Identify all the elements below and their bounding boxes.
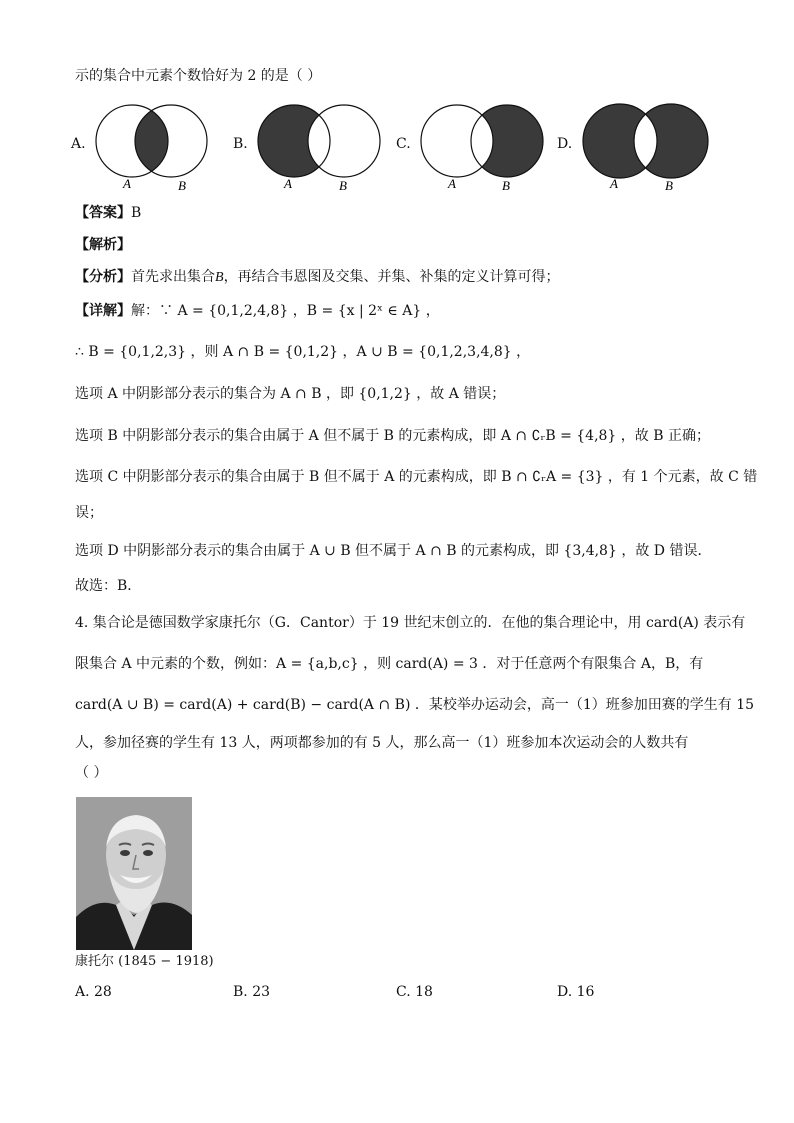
detail-line-8: 故选：B． [75, 578, 142, 594]
answer-tag: 【答案】 [75, 205, 131, 221]
analysis-tag [75, 235, 131, 255]
choice-c [396, 984, 433, 1000]
choice-c-value: 18 [415, 984, 433, 1000]
q4-line-2: 限集合 A 中元素的个数，例如：A = {a,b,c} ，则 card(A) = 3 ．对于任意两个有限集合 A，B，有 [75, 656, 704, 672]
venn-a-label-a: A [123, 176, 131, 191]
fenxi-text: 首先求出集合 [131, 269, 215, 285]
venn-c-label-b: B [502, 178, 510, 193]
venn-d-label-a: A [610, 176, 618, 191]
option-b-label: B. [233, 136, 248, 152]
fenxi-tag: 【分析】 [75, 269, 131, 285]
option-c-label: C. [396, 136, 411, 152]
q4-line-3: card(A ∪ B) = card(A) + card(B) − card(A ∩ B) ．某校举办运动会，高一（1）班参加田赛的学生有 15 [75, 697, 755, 713]
venn-b-label-a: A [284, 176, 292, 191]
choice-c-label: C. [396, 984, 411, 1000]
fenxi-text2: ，再结合韦恩图及交集、并集、补集的定义计算可得； [223, 269, 560, 285]
choice-a [75, 984, 112, 1000]
answer-line [75, 203, 141, 223]
choice-d-value: 16 [576, 984, 595, 1000]
choice-b-label: B. [233, 984, 248, 1000]
detail-tag: 【详解】 [75, 303, 131, 319]
venn-diagram-a [92, 98, 224, 198]
venn-d-label-b: B [665, 178, 673, 193]
venn-diagram-b [254, 98, 386, 198]
detail-line-1 [75, 301, 440, 321]
detail-line-4: 选项 B 中阴影部分表示的集合由属于 A 但不属于 B 的元素构成，即 A ∩ ∁ᵣB = {4,8} ，故 B 正确； [75, 428, 710, 444]
fenxi-line [75, 267, 560, 288]
detail-line-2: ∴ B = {0,1,2,3} ，则 A ∩ B = {0,1,2} ，A ∪ B = {0,1,2,3,4,8} ， [75, 344, 531, 360]
detail-line-5: 选项 C 中阴影部分表示的集合由属于 B 但不属于 A 的元素构成，即 B ∩ ∁ᵣA = {3} ，有 1 个元素，故 C 错 [75, 469, 758, 485]
detail-line-6: 误； [75, 505, 103, 521]
detail-line-3: 选项 A 中阴影部分表示的集合为 A ∩ B ，即 {0,1,2} ，故 A 错误； [75, 386, 506, 402]
fenxi-var: B [215, 270, 224, 285]
venn-diagram-c [417, 98, 549, 198]
cantor-portrait [76, 797, 192, 950]
choice-b [233, 984, 270, 1000]
answer-value: B [131, 205, 142, 221]
choice-b-value: 23 [252, 984, 271, 1000]
venn-b-label-b: B [339, 178, 347, 193]
q4-line-1: 4. 集合论是德国数学家康托尔（G．Cantor）于 19 世纪末创立的．在他的集合理论中，用 card(A) 表示有 [75, 615, 746, 631]
portrait-caption: 康托尔 (1845 − 1918) [75, 954, 214, 969]
detail-line-7: 选项 D 中阴影部分表示的集合由属于 A ∪ B 但不属于 A ∩ B 的元素构成，即 {3,4,8} ，故 D 错误． [75, 543, 712, 559]
choice-d [557, 984, 594, 1000]
choice-a-label: A. [75, 984, 90, 1000]
q3-stem: 示的集合中元素个数恰好为 2 的是（ ） [75, 68, 322, 84]
venn-diagram-d [578, 98, 718, 198]
option-d-label: D. [557, 136, 573, 152]
analysis-tag-text: 【解析】 [75, 237, 131, 253]
choice-a-value: 28 [94, 984, 112, 1000]
detail-text-1: 解：∵ A = {0,1,2,4,8} ，B = {x | 2ˣ ∈ A} ， [131, 303, 440, 319]
choice-d-label: D. [557, 984, 573, 1000]
q4-line-5: （ ） [75, 765, 108, 781]
q4-line-4: 人，参加径赛的学生有 13 人，两项都参加的有 5 人，那么高一（1）班参加本次运动会的人数共有 [75, 735, 689, 751]
venn-c-label-a: A [448, 176, 456, 191]
venn-a-label-b: B [178, 178, 186, 193]
option-a-label: A. [71, 136, 86, 152]
